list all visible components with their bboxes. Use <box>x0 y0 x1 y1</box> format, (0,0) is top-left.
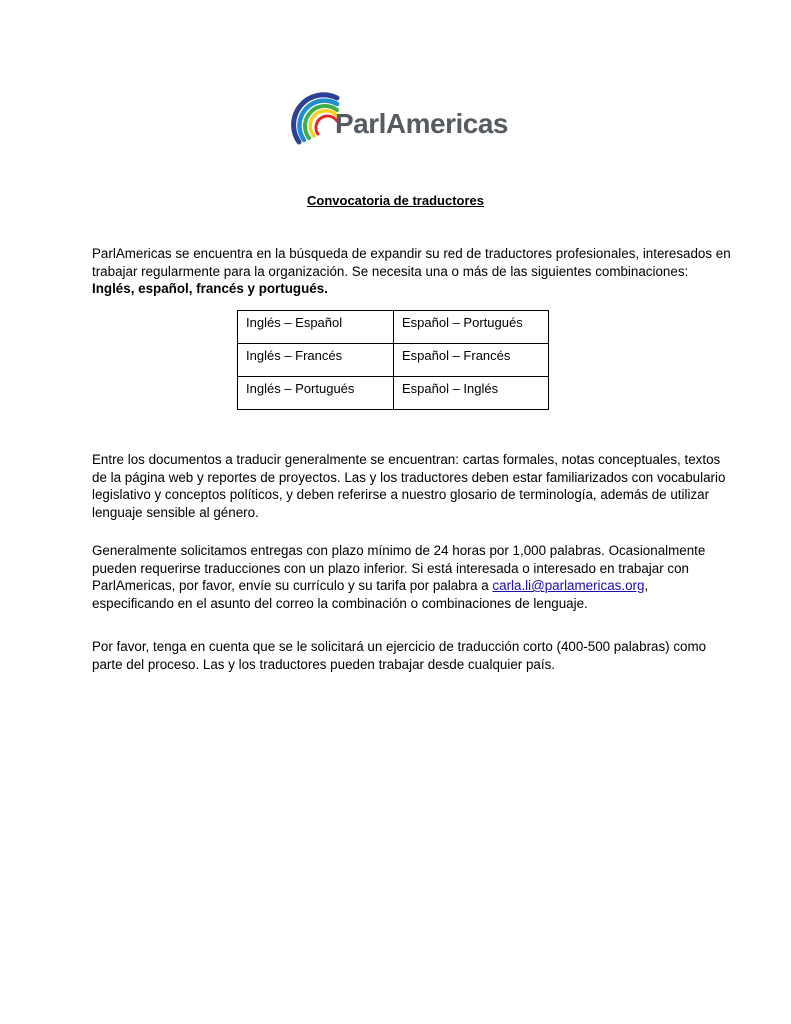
documents-paragraph: Entre los documentos a traducir generalmente se encuentran: cartas formales, notas conceptuales, textos de la página web y reportes de proyectos. Las y los traductores deben estar familiarizados con vocabulario legislativo y conceptos políticos, y deben referirse a nuestro glosario de terminología, además de utilizar lenguaje sensible al género. <box>92 452 726 520</box>
intro-languages: Inglés, español, francés y portugués. <box>92 281 328 296</box>
intro-paragraph <box>92 245 732 298</box>
rainbow-arcs-icon <box>285 90 341 156</box>
exercise-paragraph: Por favor, tenga en cuenta que se le solicitará un ejercicio de traducción corto (400-500 palabras) como parte del proceso. Las y los traductores pueden trabajar desde cualquier país. <box>92 639 707 672</box>
logo-text: ParlAmericas <box>335 108 509 139</box>
table-cell: Inglés – Francés <box>238 344 394 377</box>
table-cell: Inglés – Portugués <box>238 377 394 410</box>
requests-text-end: , especificando en el asunto del correo la combinación o combinaciones de lenguaje. <box>92 578 649 611</box>
table-row <box>238 311 549 344</box>
table-row <box>238 377 549 410</box>
table-cell: Inglés – Español <box>238 311 394 344</box>
table-row <box>238 344 549 377</box>
requests-text: Generalmente solicitamos entregas con plazo mínimo de 24 horas por 1,000 palabras. Ocasionalmente pueden requerirse traducciones con un plazo inferior. Si está interesada o interesado en trabajar con ParlAmericas, por favor, envíe su currículo y su tarifa por palabra a <box>92 543 706 593</box>
requests-paragraph <box>92 542 732 612</box>
email-link[interactable]: carla.li@parlamericas.org <box>492 578 645 593</box>
document-title: Convocatoria de traductores <box>307 193 484 208</box>
combinations-table <box>237 310 549 410</box>
table-cell: Español – Portugués <box>394 311 549 344</box>
parlamericas-logo <box>285 90 525 156</box>
intro-text: ParlAmericas se encuentra en la búsqueda de expandir su red de traductores profesionales, interesados en trabajar regularmente para la organización. Se necesita una o más de las siguientes combinaciones: <box>92 246 731 279</box>
table-cell: Español – Inglés <box>394 377 549 410</box>
table-cell: Español – Francés <box>394 344 549 377</box>
